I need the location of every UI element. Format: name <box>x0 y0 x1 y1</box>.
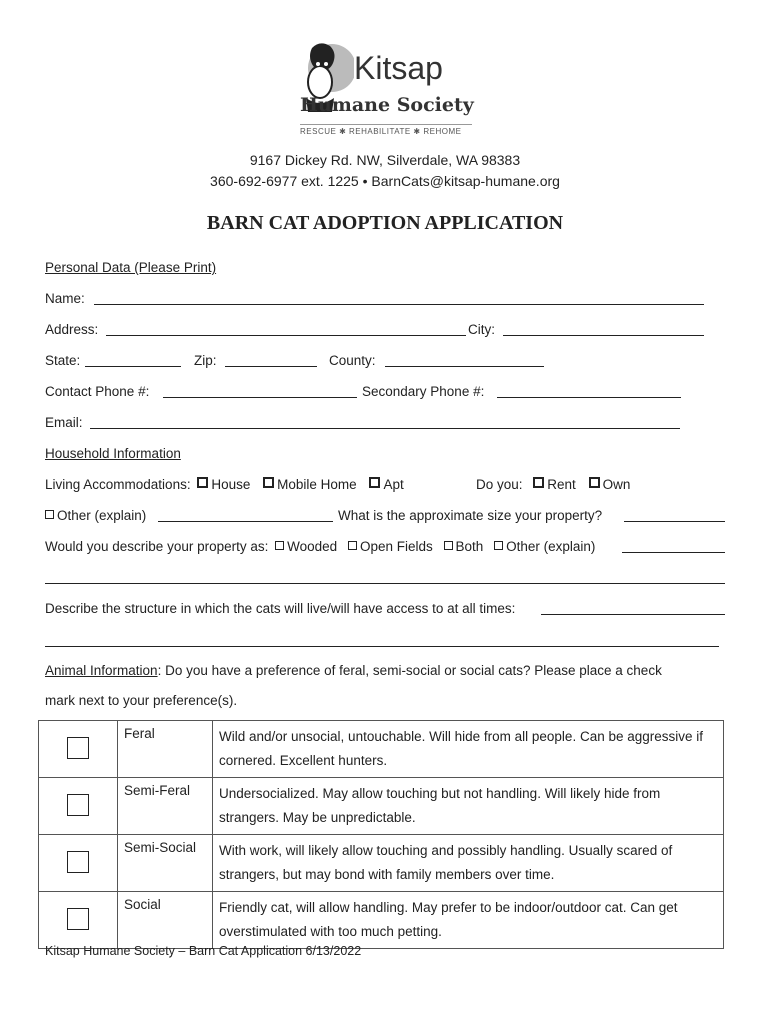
open-fields-label: Open Fields <box>359 539 433 554</box>
zip-label: Zip: <box>194 353 217 368</box>
logo <box>296 38 476 142</box>
state-label: State: <box>45 353 81 368</box>
living-row <box>45 477 404 492</box>
other-row <box>45 508 146 523</box>
cat-type: Semi-Social <box>118 835 213 892</box>
structure-question: Describe the structure in which the cats will live/will have access to at all times: <box>45 601 516 616</box>
table-row <box>39 835 724 892</box>
property-type-row <box>45 539 595 554</box>
apt-label: Apt <box>383 477 404 492</box>
both-checkbox[interactable] <box>444 541 453 550</box>
living-label: Living Accommodations: <box>45 477 191 492</box>
logo-subname: Humane Society <box>300 94 474 116</box>
animal-question-line1 <box>45 663 662 678</box>
structure-field[interactable] <box>541 614 725 615</box>
page-title: BARN CAT ADOPTION APPLICATION <box>206 212 564 234</box>
table-row <box>39 778 724 835</box>
other-property-checkbox[interactable] <box>494 541 503 550</box>
open-fields-checkbox[interactable] <box>348 541 357 550</box>
property-extra-line[interactable] <box>45 583 725 584</box>
logo-tagline: RESCUE ✱ REHABILITATE ✱ REHOME <box>300 127 462 136</box>
house-checkbox[interactable] <box>197 477 208 488</box>
other-property-field[interactable] <box>622 552 725 553</box>
city-field[interactable] <box>503 335 704 336</box>
contact-phone-label: Contact Phone #: <box>45 384 150 399</box>
personal-heading: Personal Data (Please Print) <box>45 260 217 275</box>
property-size-field[interactable] <box>624 521 725 522</box>
rent-label: Rent <box>547 477 576 492</box>
secondary-phone-label: Secondary Phone #: <box>362 384 485 399</box>
county-label: County: <box>329 353 376 368</box>
secondary-phone-field[interactable] <box>497 397 681 398</box>
social-checkbox[interactable] <box>67 908 89 930</box>
name-field[interactable] <box>94 304 704 305</box>
animal-question: : Do you have a preference of feral, semi-social or social cats? Please place a check <box>157 663 662 678</box>
zip-field[interactable] <box>225 366 317 367</box>
email-label: Email: <box>45 415 83 430</box>
mobile-home-label: Mobile Home <box>277 477 357 492</box>
logo-name: Kitsap <box>354 50 443 86</box>
org-address: 9167 Dickey Rd. NW, Silverdale, WA 98383 <box>249 152 521 168</box>
other-label: Other (explain) <box>57 508 147 523</box>
cat-preference-table <box>38 720 724 949</box>
address-field[interactable] <box>106 335 466 336</box>
wooded-checkbox[interactable] <box>275 541 284 550</box>
cat-description: Wild and/or unsocial, untouchable. Will hide from all people. Can be aggressive if cornered. Excellent hunters. <box>213 721 724 778</box>
household-heading: Household Information <box>45 446 181 461</box>
city-label: City: <box>468 322 495 337</box>
own-label: Own <box>602 477 631 492</box>
house-label: House <box>211 477 251 492</box>
describe-property-label: Would you describe your property as: <box>45 539 269 554</box>
contact-phone-field[interactable] <box>163 397 357 398</box>
own-checkbox[interactable] <box>589 477 600 488</box>
cat-type: Semi-Feral <box>118 778 213 835</box>
org-phone-email: 360-692-6977 ext. 1225 • BarnCats@kitsap-humane.org <box>210 173 560 189</box>
logo-rule <box>300 124 472 125</box>
do-you-label: Do you: <box>476 477 523 492</box>
feral-checkbox[interactable] <box>67 737 89 759</box>
semi-feral-checkbox[interactable] <box>67 794 89 816</box>
county-field[interactable] <box>385 366 544 367</box>
table-row <box>39 892 724 949</box>
both-label: Both <box>455 539 484 554</box>
other-checkbox[interactable] <box>45 510 54 519</box>
state-field[interactable] <box>85 366 181 367</box>
apt-checkbox[interactable] <box>369 477 380 488</box>
name-label: Name: <box>45 291 85 306</box>
rent-own-row <box>476 477 630 492</box>
cat-description: With work, will likely allow touching and possibly handling. Usually scared of strangers, but may bond with family members over time. <box>213 835 724 892</box>
structure-extra-line[interactable] <box>45 646 719 647</box>
cat-type: Social <box>118 892 213 949</box>
email-field[interactable] <box>90 428 680 429</box>
semi-social-checkbox[interactable] <box>67 851 89 873</box>
cat-description: Friendly cat, will allow handling. May prefer to be indoor/outdoor cat. Can get overstimulated with too much petting. <box>213 892 724 949</box>
animal-heading: Animal Information <box>45 663 158 678</box>
table-row <box>39 721 724 778</box>
footer: Kitsap Humane Society – Barn Cat Application 6/13/2022 <box>45 944 362 958</box>
size-question: What is the approximate size your property? <box>338 508 603 523</box>
cat-description: Undersocialized. May allow touching but not handling. Will likely hide from strangers. May be unpredictable. <box>213 778 724 835</box>
animal-question-line2: mark next to your preference(s). <box>45 693 238 708</box>
mobile-home-checkbox[interactable] <box>263 477 274 488</box>
cat-type: Feral <box>118 721 213 778</box>
wooded-label: Wooded <box>287 539 338 554</box>
address-label: Address: <box>45 322 99 337</box>
other-property-label: Other (explain) <box>506 539 596 554</box>
other-explain-field[interactable] <box>158 521 333 522</box>
rent-checkbox[interactable] <box>533 477 544 488</box>
